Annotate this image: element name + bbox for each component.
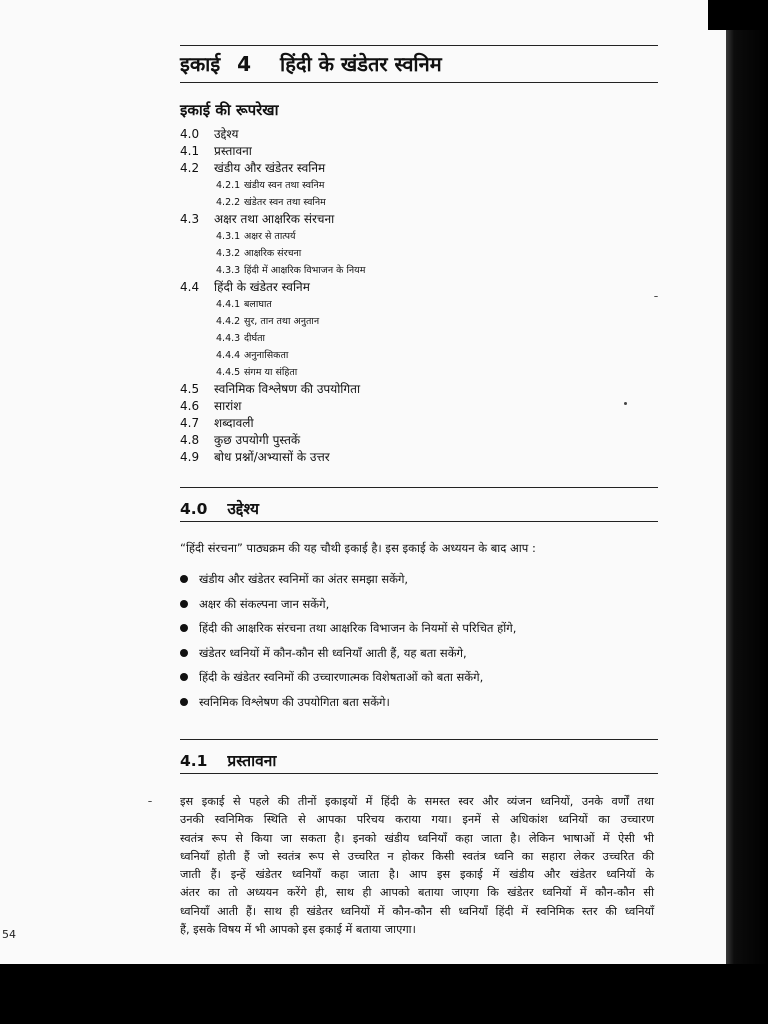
outline-subitem [180,364,365,381]
outline-item-number: 4.4.4 [216,350,241,361]
outline-item-text: कुछ उपयोगी पुस्तकें [214,433,301,447]
outline-item-text: खंडेतर स्वन तथा स्वनिम [244,197,326,208]
paragraph-line: इस इकाई से पहले की तीनों इकाइयों में हिंदी के समस्त स्वर और व्यंजन ध्वनियों, उनके वर्णों तथा [180,795,654,808]
scan-bottom-band [0,964,768,1024]
outline-item-number: 4.3.1 [216,231,241,242]
scan-edge-shadow [726,0,768,1024]
objective-text: हिंदी के खंडेतर स्वनिमों की उच्चारणात्मक विशेषताओं को बता सकेंगे, [199,670,484,684]
paragraph-line: स्वतंत्र रूप से किया जा सकता है। इनको खंडीय ध्वनियाँ कहा जाता है। लेकिन भाषाओं में ऐसी भी [180,831,654,845]
outline-item-number: 4.4.2 [216,316,241,327]
outline-list [180,126,365,466]
outline-item [180,211,365,228]
outline-subitem [180,296,365,313]
paragraph-line: ध्वनियाँ आती हैं। साथ ही खंडेतर ध्वनियों में कौन-कौन सी ध्वनियाँ हिंदी में स्वनिमिक स्तर की ध्वनियाँ [180,904,654,918]
outline-subitem [180,313,365,330]
objective-text: हिंदी की आक्षरिक संरचना तथा आक्षरिक विभाजन के नियमों से परिचित होंगे, [199,621,517,635]
objective-item [180,693,516,718]
outline-item [180,398,365,415]
outline-item-number: 4.1 [180,144,200,158]
scan-speck [148,801,152,802]
introduction-paragraph [180,793,654,939]
section-rule-bottom [180,521,658,522]
paragraph-line: अंतर का तो अध्ययन करेंगे ही, साथ ही आपको बताया जाएगा कि खंडेतर ध्वनियों में कौन-कौन सी [180,886,654,900]
section-title: उद्देश्य [227,500,259,518]
outline-subitem [180,245,365,262]
objective-text: अक्षर की संकल्पना जान सकेंगे, [199,596,330,611]
outline-item-text: दीर्घता [244,333,265,344]
paragraph-line: ध्वनियाँ होती हैं जो स्वतंत्र रूप से उच्चरित न होकर किसी स्वतंत्र ध्वनि का सहारा लेकर उच्चरित की [180,849,654,863]
outline-item [180,449,365,466]
outline-item-number: 4.8 [180,433,200,447]
outline-item-text: खंडीय स्वन तथा स्वनिम [244,180,325,191]
outline-item [180,143,365,160]
outline-subitem [180,347,365,364]
outline-item-number: 4.3.3 [216,265,241,276]
paragraph-line: उनकी स्वनिमिक स्थिति से आपका परिचय कराया गया। इनमें से अधिकांश ध्वनियों का उच्चारण [180,813,654,827]
outline-item-text: बोध प्रश्नों/अभ्यासों के उत्तर [214,450,330,464]
objective-text: खंडेतर ध्वनियों में कौन-कौन सी ध्वनियाँ आती हैं, यह बता सकेंगे, [199,645,467,660]
outline-item-number: 4.2.2 [216,197,241,208]
outline-item-text: हिंदी के खंडेतर स्वनिम [214,280,310,294]
outline-subitem [180,262,365,279]
objective-item [180,668,516,693]
outline-item-number: 4.4.1 [216,299,241,310]
outline-item-number: 4.6 [180,399,200,413]
outline-item-number: 4.3.2 [216,248,241,259]
objectives-intro: “हिंदी संरचना” पाठ्यक्रम की यह चौथी इकाई है। इस इकाई के अध्ययन के बाद आप : [180,541,536,555]
objectives-list [180,570,516,717]
outline-item-number: 4.3 [180,212,200,226]
outline-item-text: सुर, तान तथा अनुतान [244,316,320,327]
unit-label: इकाई [180,52,221,76]
outline-item [180,160,365,177]
top-rule [180,45,658,46]
objective-item [180,644,516,669]
outline-item-text: शब्दावली [214,416,254,430]
outline-item-number: 4.2.1 [216,180,241,191]
title-underline [180,82,658,83]
outline-subitem [180,194,365,211]
scan-speck [624,402,627,405]
outline-item-number: 4.9 [180,450,200,464]
objective-item [180,570,516,595]
outline-item-text: अक्षर तथा आक्षरिक संरचना [214,212,335,226]
section-heading-objectives [180,497,259,519]
outline-item-text: सारांश [214,399,242,413]
paragraph-line: हैं, इसके विषय में भी आपको इस इकाई में बताया जाएगा। [180,923,416,937]
bullet-icon [180,575,188,583]
scan-speck [654,296,658,297]
outline-item-text: संगम या संहिता [244,367,298,378]
outline-item-number: 4.4.3 [216,333,241,344]
outline-item-number: 4.5 [180,382,200,396]
outline-item-text: खंडीय और खंडेतर स्वनिम [214,161,326,175]
outline-item [180,126,365,143]
section-title: प्रस्तावना [227,752,277,770]
bullet-icon [180,624,188,632]
outline-item-number: 4.4 [180,280,200,294]
unit-name: हिंदी के खंडेतर स्वनिम [280,52,442,76]
unit-title [180,50,442,77]
outline-subitem [180,177,365,194]
paragraph-line: जाती हैं। इन्हें खंडेतर ध्वनियाँ कहा जाता है। आप इस इकाई में खंडीय और खंडेतर ध्वनियों के [180,868,654,882]
outline-item-text: अक्षर से तात्पर्य [244,231,296,242]
outline-item [180,432,365,449]
outline-item [180,381,365,398]
section-rule-bottom [180,773,658,774]
outline-item-number: 4.2 [180,161,200,175]
scan-edge-shadow [708,0,768,30]
outline-item-text: आक्षरिक संरचना [244,248,302,259]
outline-item-number: 4.4.5 [216,367,241,378]
page-number: 54 [2,928,16,941]
section-heading-introduction [180,749,276,771]
section-number: 4.1 [180,752,208,770]
objective-text: स्वनिमिक विश्लेषण की उपयोगिता बता सकेंगे। [199,694,390,709]
section-number: 4.0 [180,500,208,518]
outline-item [180,415,365,432]
bullet-icon [180,649,188,657]
outline-item-text: अनुनासिकता [244,350,289,361]
bullet-icon [180,600,188,608]
outline-heading: इकाई की रूपरेखा [180,101,279,119]
outline-subitem [180,330,365,347]
outline-subitem [180,228,365,245]
outline-item-number: 4.0 [180,127,200,141]
bullet-icon [180,673,188,681]
objective-item [180,619,516,644]
outline-item [180,279,365,296]
unit-number: 4 [237,52,252,76]
objective-text: खंडीय और खंडेतर स्वनिमों का अंतर समझा सकेंगे, [199,572,409,586]
outline-item-text: स्वनिमिक विश्लेषण की उपयोगिता [214,382,361,396]
section-rule-top [180,739,658,740]
outline-item-text: प्रस्तावना [214,144,252,158]
bullet-icon [180,698,188,706]
outline-item-number: 4.7 [180,416,200,430]
objective-item [180,595,516,620]
outline-item-text: बलाघात [244,299,272,310]
section-rule-top [180,487,658,488]
outline-item-text: उद्देश्य [214,127,239,141]
outline-item-text: हिंदी में आक्षरिक विभाजन के नियम [244,265,366,276]
